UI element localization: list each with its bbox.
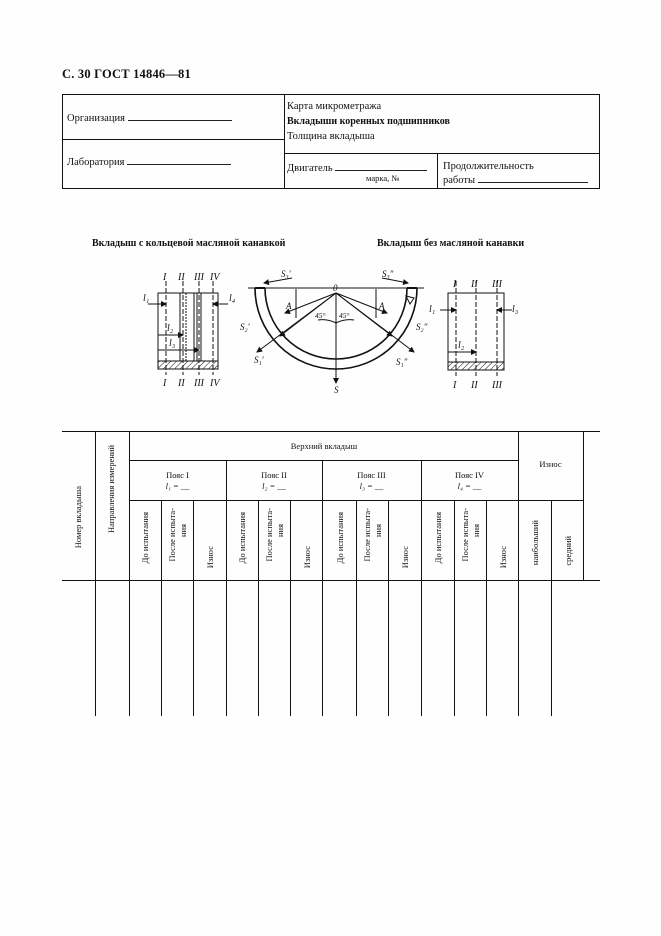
sub-after-test-1: После испыта- — [264, 508, 274, 562]
s-label: S — [334, 385, 339, 395]
sub-before-test: До испытания — [433, 512, 443, 564]
engine-label: Двигатель — [287, 163, 333, 174]
laboratory-label: Лаборатория — [67, 157, 125, 168]
engine-hint: марка, № — [366, 173, 400, 183]
s2-double-prime-label: S₂″ — [416, 322, 428, 332]
angle-right-label: 45° — [339, 311, 350, 320]
left-zone-label-bottom: IV — [210, 378, 220, 389]
left-zone-label-bottom: III — [194, 378, 204, 389]
sub-before-test: До испытания — [335, 512, 345, 564]
right-dim-l1-label: l₁ — [429, 304, 436, 315]
left-zone-label-top: II — [178, 272, 185, 283]
sub-after-test-2: ния — [373, 524, 383, 538]
belt-4-formula: l₄ = __ — [457, 481, 482, 491]
left-zone-label-bottom: I — [163, 378, 167, 389]
a-right-label: A — [379, 301, 385, 311]
page-title: С. 30 ГОСТ 14846—81 — [62, 67, 191, 81]
sub-after-test-2: ния — [471, 524, 481, 538]
duration-label-2: работы — [443, 175, 476, 186]
angle-left-label: 45° — [315, 311, 326, 320]
left-figure-caption: Вкладыш с кольцевой масляной канавкой — [92, 238, 286, 249]
dim-l3-label: l₃ — [169, 338, 176, 349]
belt-4-name: Пояс IV — [454, 470, 484, 480]
left-zone-label-bottom: II — [178, 378, 185, 389]
left-zone-label-top: I — [163, 272, 167, 283]
right-dim-l3-label: l₃ — [512, 304, 519, 315]
wear-average: средний — [563, 536, 573, 566]
col-direction: Направления измерений — [106, 445, 116, 534]
sub-before-test: До испытания — [237, 512, 247, 564]
right-zone-label-bottom: III — [492, 380, 502, 391]
left-insert-figure — [148, 281, 228, 375]
s1-double-prime-label: S₁″ — [396, 357, 408, 367]
right-zone-label-bottom: I — [453, 380, 457, 391]
organization-label: Организация — [67, 113, 125, 124]
s2-prime-label: S₂′ — [240, 322, 250, 332]
dim-l4-label: l₄ — [229, 293, 236, 304]
belt-1-formula: l₁ = __ — [165, 481, 190, 491]
belt-2-name: Пояс II — [261, 470, 287, 480]
sub-wear: Износ — [400, 546, 410, 569]
sub-after-test-1: После испыта- — [362, 508, 372, 562]
s3-double-prime-label: S₃″ — [382, 269, 394, 279]
sub-after-test-1: После испыта- — [167, 508, 177, 562]
belt-1-name: Пояс I — [166, 470, 189, 480]
right-zone-label-top: III — [492, 279, 502, 290]
sub-after-test-2: ния — [275, 524, 285, 538]
sub-after-test-1: После испыта- — [460, 508, 470, 562]
right-zone-label-top: II — [471, 279, 478, 290]
col-insert-number: Номер вкладыша — [73, 486, 83, 549]
right-dim-l2-label: l₂ — [458, 340, 465, 351]
sub-wear: Износ — [205, 546, 215, 569]
card-measure: Толщина вкладыша — [287, 131, 375, 142]
wear-header: Износ — [539, 459, 562, 469]
s1-prime-label: S₁′ — [254, 355, 264, 365]
dim-l1-label: l₁ — [143, 293, 150, 304]
card-subject: Вкладыши коренных подшипников — [287, 116, 450, 127]
left-insert-bottom-hatch — [158, 361, 218, 369]
belt-2-formula: l₂ = __ — [262, 481, 286, 491]
card-title: Карта микрометража — [287, 101, 382, 112]
right-zone-label-top: I — [453, 279, 457, 290]
wear-max: наибольший — [530, 520, 540, 566]
sub-wear: Износ — [302, 546, 312, 569]
duration-label-1: Продолжительность — [443, 161, 534, 172]
dim-l2-label: l₂ — [167, 323, 174, 334]
upper-insert-header: Верхний вкладыш — [290, 441, 358, 451]
belt-3-formula: l₃ = __ — [359, 481, 384, 491]
left-zone-label-top: IV — [210, 272, 220, 283]
right-zone-label-bottom: II — [471, 380, 478, 391]
cross-section-figure — [248, 278, 424, 383]
right-insert-figure — [440, 281, 512, 376]
center-o-label: 0 — [333, 283, 338, 293]
sub-wear: Износ — [498, 546, 508, 569]
right-figure-caption: Вкладыш без масляной канавки — [377, 238, 525, 249]
a-left-label: A — [286, 301, 292, 311]
belt-3-name: Пояс III — [357, 470, 386, 480]
s3-prime-label: S₃′ — [281, 269, 291, 279]
left-zone-label-top: III — [194, 272, 204, 283]
sub-after-test-2: ния — [178, 524, 188, 538]
sub-before-test: До испытания — [140, 512, 150, 564]
